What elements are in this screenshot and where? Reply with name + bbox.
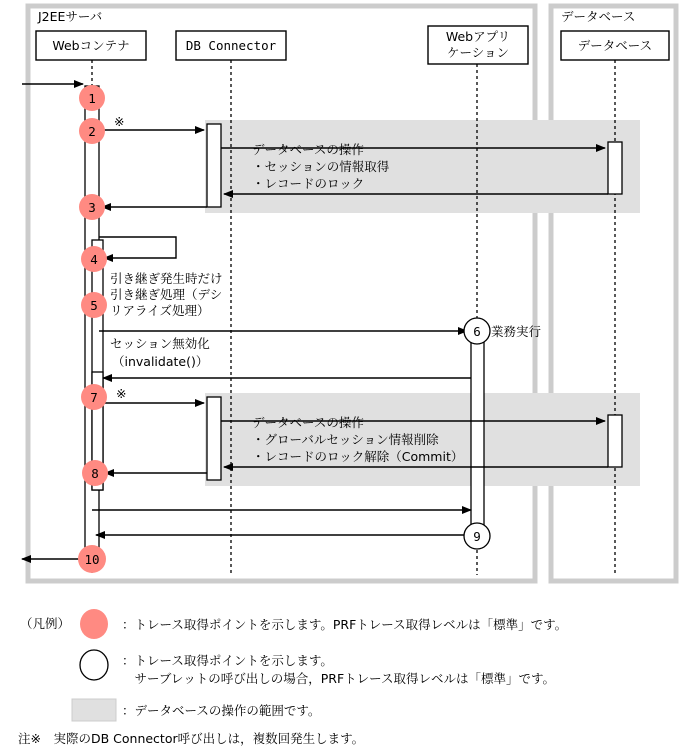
legend-text-filled-circle: ：トレース取得ポイントを示します。PRFトレース取得レベルは「標準」です。 [122, 617, 568, 632]
lifeline-label-db-connector: DB Connector [185, 38, 277, 53]
db-op-2-line1: データベースの操作 [252, 415, 364, 430]
group-label-j2ee: J2EEサーバ [38, 9, 103, 24]
trace-point-10 [78, 545, 106, 573]
filled-circle-icon [80, 609, 108, 639]
trace-point-4 [81, 246, 107, 272]
legend-text-gray-box: ：データベースの操作の範囲です。 [122, 703, 321, 718]
db-op-1-line1: データベースの操作 [252, 142, 364, 157]
trace-point-2 [79, 118, 105, 144]
trace-point-label-4: 4 [90, 252, 98, 267]
activation-db-connector-2 [207, 397, 221, 480]
lifeline-head-database [561, 31, 669, 60]
trace-point-label-2: 2 [88, 124, 96, 139]
lifeline-label-web-application: Webアプリ [445, 29, 511, 44]
legend-footnote: 注※ 実際のDB Connector呼び出しは，複数回発生します。 [18, 731, 365, 746]
trace-point-label-6: 6 [473, 324, 481, 339]
db-op-2-line3: ・レコードのロック解除（Commit） [252, 449, 464, 464]
trace-point-label-10: 10 [84, 552, 100, 567]
trace-point-label-3: 3 [88, 200, 96, 215]
takeover-line1: 引き継ぎ発生時だけ [110, 271, 223, 286]
trace-point-label-5: 5 [90, 298, 98, 313]
trace-point-label-1: 1 [88, 91, 96, 106]
lifeline-label-web-application-2: ケーション [446, 45, 510, 60]
trace-point-label-7: 7 [90, 390, 98, 405]
trace-point-8 [82, 460, 108, 486]
trace-point-7 [81, 384, 107, 410]
business-exec-label: 業務実行 [491, 324, 542, 339]
legend-text-open-circle-2: サーブレットの呼び出しの場合，PRFトレース取得レベルは「標準」です。 [122, 671, 556, 686]
activation-database-1 [608, 142, 622, 194]
activation-database-2 [608, 415, 622, 467]
takeover-line3: リアライズ処理） [110, 303, 210, 318]
trace-point-label-8: 8 [91, 466, 99, 481]
trace-point-3 [79, 194, 105, 220]
legend-heading: （凡例） [20, 616, 71, 631]
trace-point-1 [79, 85, 105, 111]
legend-item-gray-box [72, 699, 320, 721]
lifeline-head-db-connector [176, 31, 286, 60]
lifeline-head-web-container [36, 31, 146, 60]
trace-point-9 [464, 523, 490, 549]
db-op-1-line2: ・セッションの情報取得 [252, 159, 390, 174]
note-mark-1: ※ [114, 114, 125, 129]
open-circle-icon [80, 650, 108, 680]
lifeline-label-database: データベース [577, 38, 653, 53]
db-op-1-line3: ・レコードのロック [252, 176, 365, 191]
db-op-2-line2: ・グローバルセッション情報削除 [252, 432, 439, 447]
gray-box-icon [72, 699, 116, 721]
activation-web-application [471, 331, 484, 537]
note-mark-2: ※ [116, 386, 127, 401]
trace-point-6 [464, 318, 490, 344]
lifeline-head-web-application [428, 26, 528, 64]
trace-point-5 [81, 292, 107, 318]
trace-point-label-9: 9 [473, 529, 481, 544]
legend-text-open-circle-1: ：トレース取得ポイントを示します。 [122, 653, 333, 668]
lifeline-label-web-container: Webコンテナ [52, 38, 130, 53]
invalidate-line1: セッション無効化 [110, 336, 210, 351]
takeover-line2: 引き継ぎ処理（デシ [110, 287, 223, 302]
invalidate-line2: （invalidate()） [112, 354, 209, 369]
group-label-database: データベース [561, 9, 636, 24]
activation-db-connector-1 [207, 124, 221, 207]
